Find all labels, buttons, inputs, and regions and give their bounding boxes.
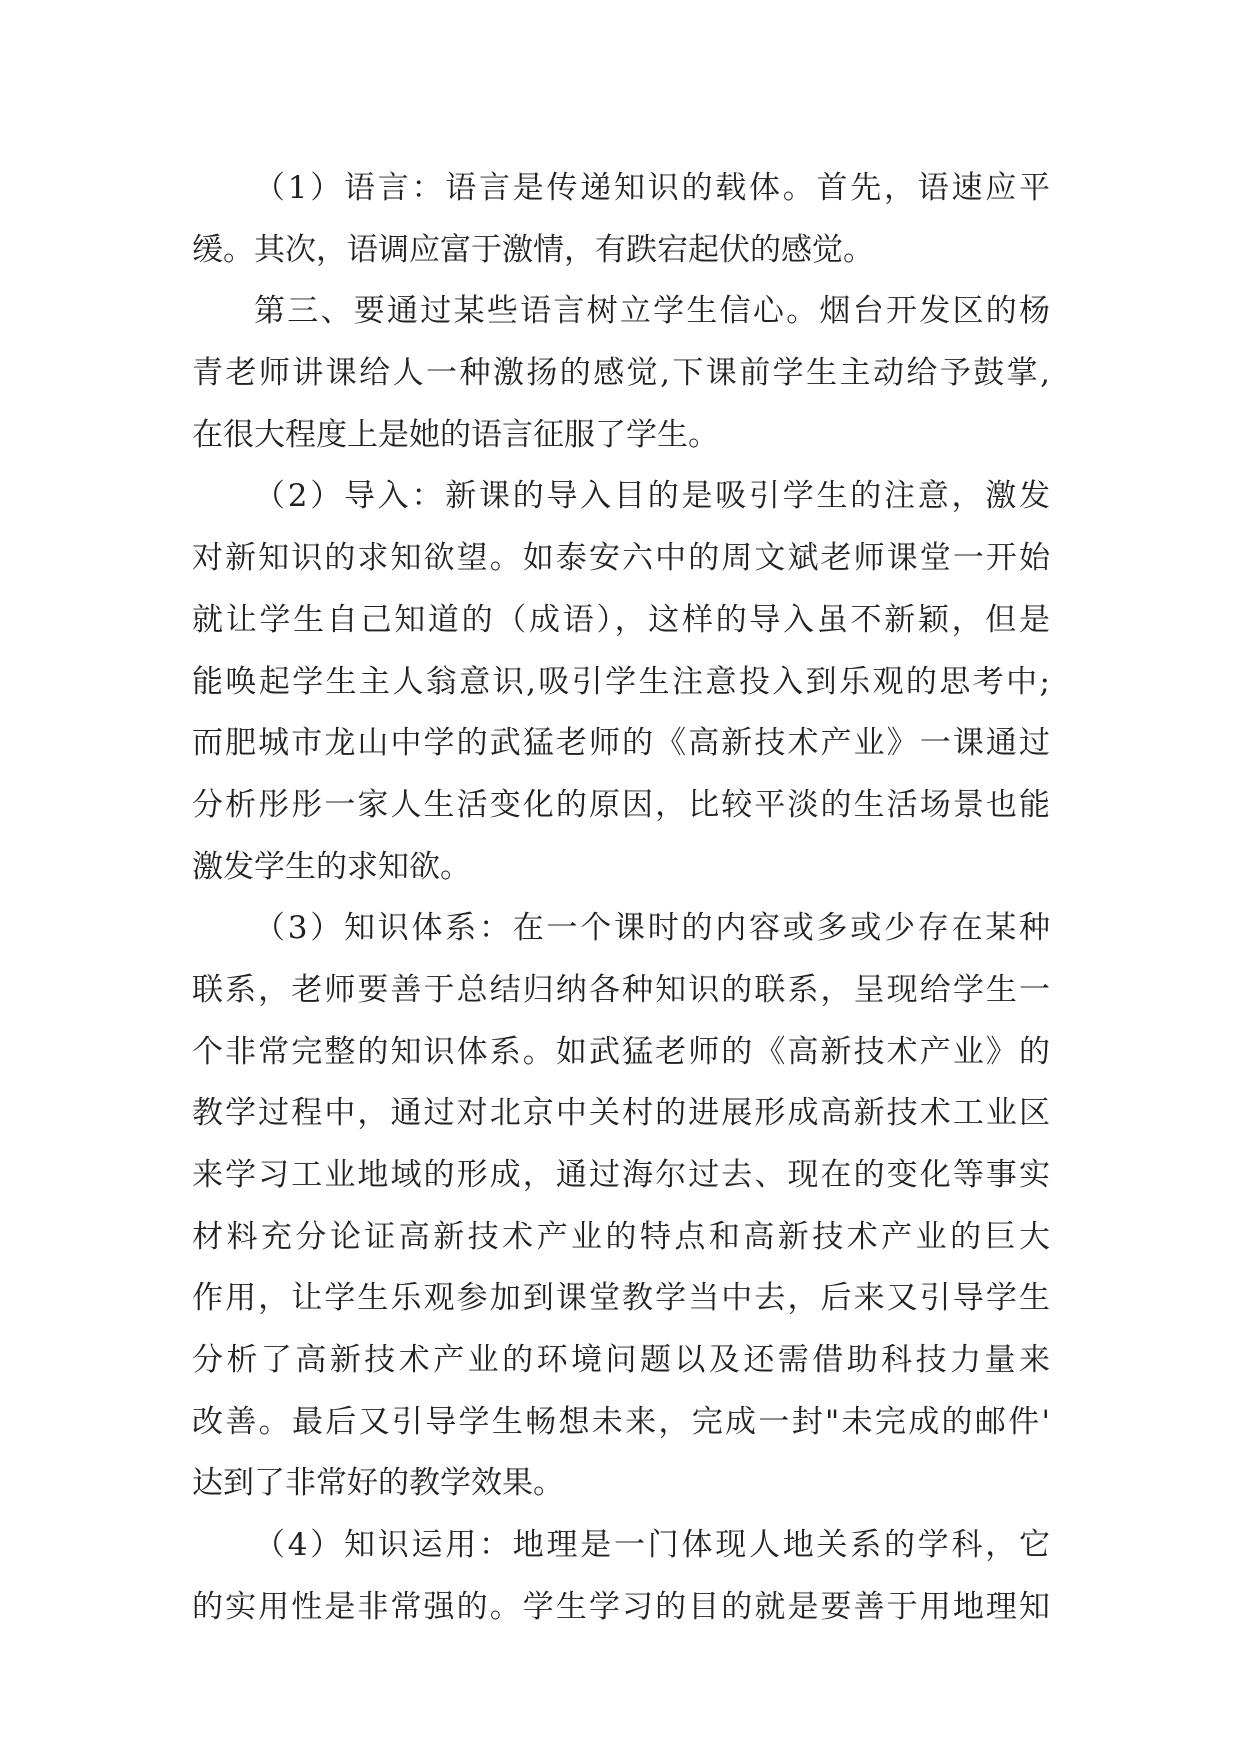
paragraph-line: 分析了高新技术产业的环境问题以及还需借助科技力量来 bbox=[192, 1342, 1050, 1379]
paragraph bbox=[192, 466, 1050, 898]
paragraph-line: 联系，老师要善于总结归纳各种知识的联系，呈现给学生一 bbox=[192, 971, 1050, 1008]
paragraph-line: 对新知识的求知欲望。如泰安六中的周文斌老师课堂一开始 bbox=[192, 540, 1050, 577]
paragraph-line: 缓。其次，语调应富于激情，有跌宕起伏的感觉。 bbox=[192, 231, 874, 268]
paragraph bbox=[192, 1515, 1050, 1638]
paragraph bbox=[192, 158, 1050, 281]
paragraph-line: （2）导入：新课的导入目的是吸引学生的注意，激发 bbox=[254, 478, 1050, 515]
paragraph-line: 分析彤彤一家人生活变化的原因，比较平淡的生活场景也能 bbox=[192, 786, 1050, 823]
paragraph-line: 青老师讲课给人一种激扬的感觉,下课前学生主动给予鼓掌, bbox=[192, 355, 1050, 392]
paragraph-line: 第三、要通过某些语言树立学生信心。烟台开发区的杨 bbox=[254, 293, 1050, 330]
paragraph-line: （4）知识运用：地理是一门体现人地关系的学科，它 bbox=[254, 1527, 1050, 1564]
paragraph-line: 激发学生的求知欲。 bbox=[192, 848, 471, 885]
paragraph-line: 能唤起学生主人翁意识,吸引学生注意投入到乐观的思考中; bbox=[192, 663, 1050, 700]
paragraph-line: 个非常完整的知识体系。如武猛老师的《高新技术产业》的 bbox=[192, 1033, 1050, 1070]
paragraph-line: 而肥城市龙山中学的武猛老师的《高新技术产业》一课通过 bbox=[192, 725, 1050, 762]
paragraph-line: 的实用性是非常强的。学生学习的目的就是要善于用地理知 bbox=[192, 1588, 1050, 1625]
paragraph-line: 就让学生自己知道的（成语），这样的导入虽不新颖，但是 bbox=[192, 601, 1050, 638]
paragraph bbox=[192, 898, 1050, 1515]
paragraph-line: 作用，让学生乐观参加到课堂教学当中去，后来又引导学生 bbox=[192, 1280, 1050, 1317]
paragraph-line: 教学过程中，通过对北京中关村的进展形成高新技术工业区 bbox=[192, 1095, 1050, 1132]
paragraph-line: （3）知识体系：在一个课时的内容或多或少存在某种 bbox=[254, 910, 1050, 947]
document-body bbox=[192, 158, 1050, 1639]
paragraph-line: 改善。最后又引导学生畅想未来，完成一封"未完成的邮件' bbox=[192, 1403, 1050, 1440]
paragraph-line: 在很大程度上是她的语言征服了学生。 bbox=[192, 416, 719, 453]
paragraph-line: 来学习工业地域的形成，通过海尔过去、现在的变化等事实 bbox=[192, 1157, 1050, 1193]
paragraph-line: 材料充分论证高新技术产业的特点和高新技术产业的巨大 bbox=[192, 1218, 1050, 1255]
paragraph-line: （1）语言：语言是传递知识的载体。首先，语速应平 bbox=[254, 170, 1050, 206]
paragraph bbox=[192, 281, 1050, 466]
paragraph-line: 达到了非常好的教学效果。 bbox=[192, 1465, 564, 1502]
